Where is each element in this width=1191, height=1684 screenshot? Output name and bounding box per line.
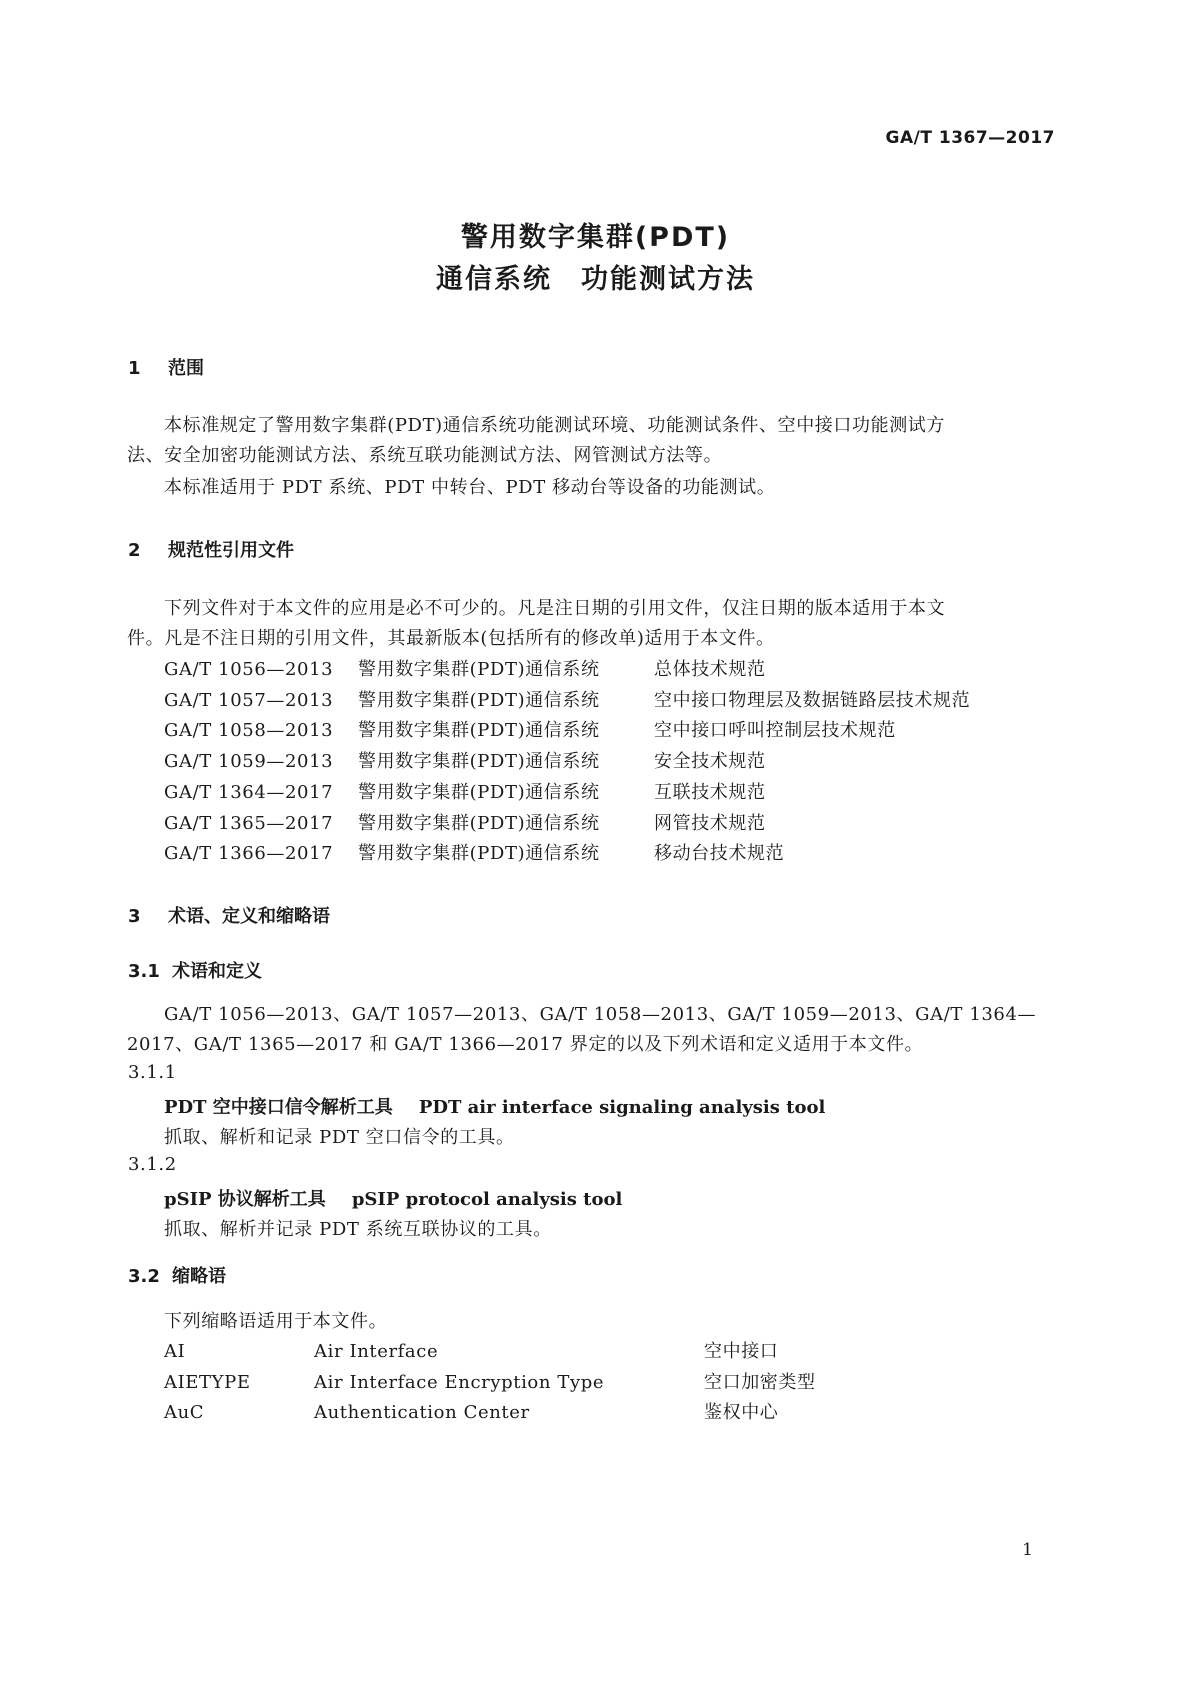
- ref-desc: 总体技术规范: [654, 659, 766, 680]
- ref-desc: 网管技术规范: [654, 813, 766, 834]
- section-title: 范围: [168, 358, 204, 379]
- document-title-line1: 警用数字集群(PDT): [460, 222, 731, 253]
- term-title: [164, 1185, 622, 1211]
- section-number: 3: [128, 906, 141, 927]
- abbr-intro: 下列缩略语适用于本文件。: [164, 1311, 388, 1332]
- s1-paragraph-line: 本标准规定了警用数字集群(PDT)通信系统功能测试环境、功能测试条件、空中接口功能测试方: [164, 415, 945, 436]
- term-zh: pSIP 协议解析工具: [164, 1189, 326, 1210]
- reference-item: [164, 686, 970, 712]
- ref-desc: 互联技术规范: [654, 782, 766, 803]
- reference-item: [164, 839, 784, 865]
- ref-name: 警用数字集群(PDT)通信系统: [358, 659, 600, 680]
- s31-paragraph-line: 2017、GA/T 1365—2017 和 GA/T 1366—2017 界定的以及下列术语和定义适用于本文件。: [127, 1034, 924, 1055]
- term-en: pSIP protocol analysis tool: [351, 1189, 623, 1210]
- section-title: 缩略语: [172, 1266, 226, 1287]
- reference-item: [164, 655, 766, 681]
- ref-name: 警用数字集群(PDT)通信系统: [358, 813, 600, 834]
- term-definition: 抓取、解析并记录 PDT 系统互联协议的工具。: [164, 1219, 552, 1240]
- s1-paragraph-line: 法、安全加密功能测试方法、系统互联功能测试方法、网管测试方法等。: [127, 445, 723, 466]
- section-number: 2: [128, 540, 141, 561]
- section-2-heading: [128, 536, 294, 562]
- s2-paragraph-line: 下列文件对于本文件的应用是必不可少的。凡是注日期的引用文件，仅注日期的版本适用于本文: [164, 598, 946, 619]
- abbr-zh: 空中接口: [704, 1341, 779, 1362]
- s31-paragraph-line: GA/T 1056—2013、GA/T 1057—2013、GA/T 1058—2013、GA/T 1059—2013、GA/T 1364—: [164, 1004, 1037, 1025]
- reference-item: [164, 809, 766, 835]
- abbr-code: AuC: [164, 1402, 205, 1423]
- ref-code: GA/T 1056—2013: [164, 659, 334, 680]
- reference-item: [164, 716, 896, 742]
- reference-item: [164, 778, 766, 804]
- abbr-code: AI: [164, 1341, 186, 1362]
- abbr-en: Air Interface Encryption Type: [314, 1372, 605, 1393]
- ref-code: GA/T 1057—2013: [164, 690, 334, 711]
- section-title: 术语和定义: [172, 961, 262, 982]
- term-zh: PDT 空中接口信令解析工具: [164, 1097, 393, 1118]
- document-title-line2: 通信系统 功能测试方法: [436, 264, 755, 295]
- ref-code: GA/T 1059—2013: [164, 751, 334, 772]
- ref-name: 警用数字集群(PDT)通信系统: [358, 751, 600, 772]
- section-3-heading: [128, 902, 330, 928]
- ref-name: 警用数字集群(PDT)通信系统: [358, 782, 600, 803]
- page-number: 1: [1022, 1540, 1033, 1560]
- term-en: PDT air interface signaling analysis tool: [418, 1097, 826, 1118]
- abbr-en: Authentication Center: [314, 1402, 530, 1423]
- ref-name: 警用数字集群(PDT)通信系统: [358, 720, 600, 741]
- term-number: 3.1.1: [128, 1062, 177, 1083]
- term-definition: 抓取、解析和记录 PDT 空口信令的工具。: [164, 1127, 515, 1148]
- section-number: 3.1: [128, 961, 160, 982]
- ref-name: 警用数字集群(PDT)通信系统: [358, 690, 600, 711]
- ref-desc: 空中接口物理层及数据链路层技术规范: [654, 690, 971, 711]
- ref-desc: 安全技术规范: [654, 751, 766, 772]
- ref-code: GA/T 1058—2013: [164, 720, 334, 741]
- abbr-zh: 鉴权中心: [704, 1402, 779, 1423]
- s2-paragraph-line: 件。凡是不注日期的引用文件，其最新版本(包括所有的修改单)适用于本文件。: [127, 628, 775, 649]
- s1-scope-paragraph: 本标准适用于 PDT 系统、PDT 中转台、PDT 移动台等设备的功能测试。: [164, 477, 776, 498]
- ref-desc: 空中接口呼叫控制层技术规范: [654, 720, 896, 741]
- abbr-row: [164, 1398, 778, 1424]
- term-title: [164, 1093, 825, 1119]
- ref-code: GA/T 1366—2017: [164, 843, 334, 864]
- abbr-zh: 空口加密类型: [704, 1372, 816, 1393]
- section-number: 3.2: [128, 1266, 160, 1287]
- term-number: 3.1.2: [128, 1154, 177, 1175]
- abbr-row: [164, 1337, 778, 1363]
- section-title: 术语、定义和缩略语: [168, 906, 330, 927]
- section-3-1-heading: [128, 957, 262, 983]
- abbr-row: [164, 1368, 816, 1394]
- ref-code: GA/T 1365—2017: [164, 813, 334, 834]
- ref-name: 警用数字集群(PDT)通信系统: [358, 843, 600, 864]
- section-number: 1: [128, 358, 141, 379]
- ref-desc: 移动台技术规范: [654, 843, 785, 864]
- ref-code: GA/T 1364—2017: [164, 782, 334, 803]
- section-1-heading: [128, 354, 204, 380]
- abbr-code: AIETYPE: [164, 1372, 251, 1393]
- abbr-en: Air Interface: [314, 1341, 439, 1362]
- standard-number: GA/T 1367—2017: [885, 128, 1055, 148]
- reference-item: [164, 747, 766, 773]
- section-3-2-heading: [128, 1262, 226, 1288]
- section-title: 规范性引用文件: [168, 540, 294, 561]
